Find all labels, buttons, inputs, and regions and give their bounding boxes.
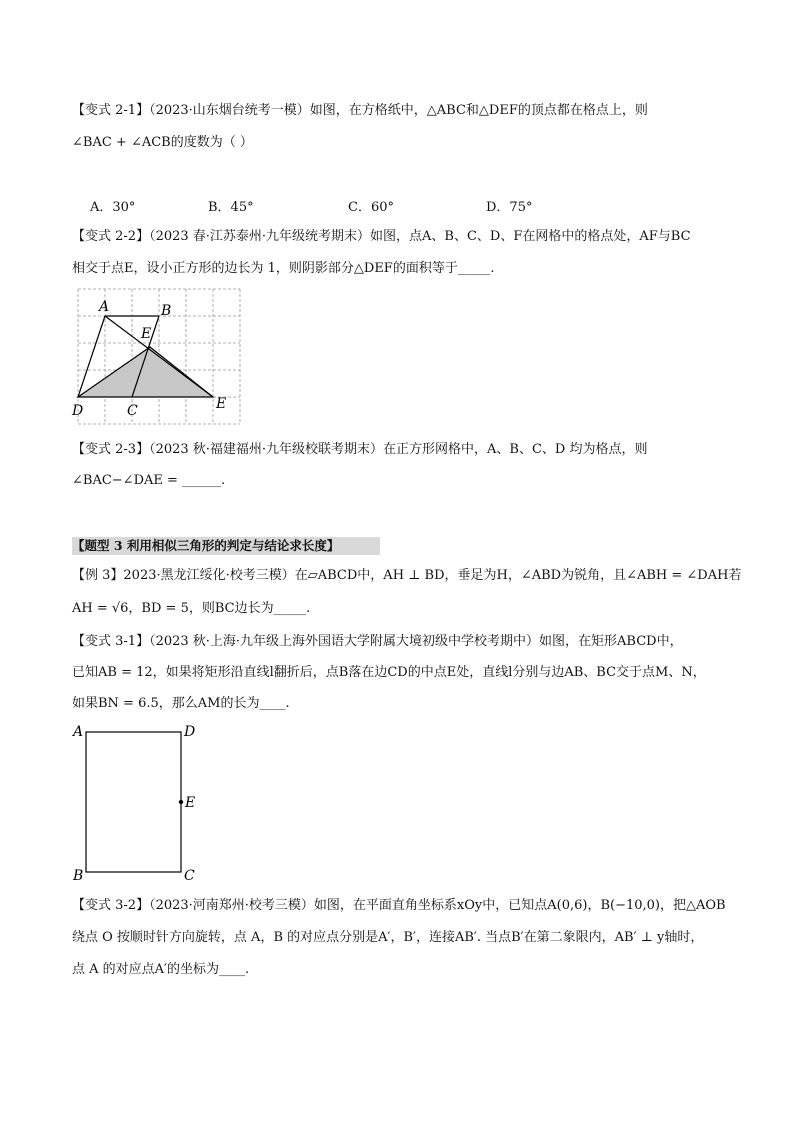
label-c: C <box>184 868 195 884</box>
label-b: B <box>73 868 84 884</box>
label-a: A <box>99 299 110 315</box>
example-3-line-2: AH = √6，BD = 5，则BC边长为_____. <box>72 601 311 616</box>
label-b: B <box>161 303 172 319</box>
option-c: C．60° <box>348 200 394 215</box>
problem-2-1-line-2: ∠BAC + ∠ACB的度数为（ ） <box>72 135 253 150</box>
label-a: A <box>73 724 84 740</box>
label-e-outer: E <box>216 396 227 412</box>
problem-3-2-line-1: 【变式 3-2】（2023·河南郑州·校考三模）如图，在平面直角坐标系xOy中，已知点A(0,6)，B(−10,0)，把△AOB <box>72 898 726 913</box>
option-d: D．75° <box>486 200 533 215</box>
problem-2-2-line-2: 相交于点E，设小正方形的边长为 1，则阴影部分△DEF的面积等于_____. <box>72 261 495 276</box>
grid-triangle-figure <box>70 286 250 426</box>
problem-2-3-line-1: 【变式 2-3】（2023 秋·福建福州·九年级校联考期末）在正方形网格中，A、B、C、D 均为格点，则 <box>72 442 648 457</box>
option-b: B．45° <box>208 200 254 215</box>
label-c: C <box>127 403 138 419</box>
midpoint-e <box>179 800 183 804</box>
section-header-type-3: 【题型 3 利用相似三角形的判定与结论求长度】 <box>72 537 380 555</box>
problem-3-1-line-3: 如果BN = 6.5，那么AM的长为____. <box>72 696 290 711</box>
problem-2-2-line-1: 【变式 2-2】（2023 春·江苏泰州·九年级统考期末）如图，点A、B、C、D、F在网格中的格点处，AF与BC <box>72 229 691 244</box>
shaded-triangle-def <box>78 347 213 397</box>
rectangle-abcd <box>86 732 181 872</box>
label-d: D <box>184 724 196 740</box>
problem-3-1-line-1: 【变式 3-1】（2023 秋·上海·九年级上海外国语大学附属大境初级中学校考期中）如图，在矩形ABCD中， <box>72 634 683 649</box>
problem-3-1-line-2: 已知AB = 12，如果将矩形沿直线l翻折后，点B落在边CD的中点E处，直线l分别与边AB、BC交于点M、N， <box>72 665 706 680</box>
example-3-line-1: 【例 3】2023·黑龙江绥化·校考三模）在▱ABCD中，AH ⊥ BD，垂足为H，∠ABD为锐角，且∠ABH = ∠DAH若 <box>72 568 742 583</box>
option-a: A．30° <box>90 200 136 215</box>
problem-2-1-line-1: 【变式 2-1】（2023·山东烟台统考一模）如图，在方格纸中，△ABC和△DEF的顶点都在格点上，则 <box>72 103 648 118</box>
label-d: D <box>72 403 84 419</box>
problem-3-2-line-3: 点 A 的对应点A′的坐标为____. <box>72 962 250 977</box>
label-e-inner: E <box>141 326 152 342</box>
problem-2-3-line-2: ∠BAC−∠DAE = ______. <box>72 473 226 488</box>
label-e: E <box>185 795 196 811</box>
problem-3-2-line-2: 绕点 O 按顺时针方向旋转，点 A，B 的对应点分别是A′，B′，连接AB′. 当点B′在第二象限内，AB′ ⊥ y轴时， <box>72 930 704 945</box>
rectangle-figure <box>68 718 208 888</box>
